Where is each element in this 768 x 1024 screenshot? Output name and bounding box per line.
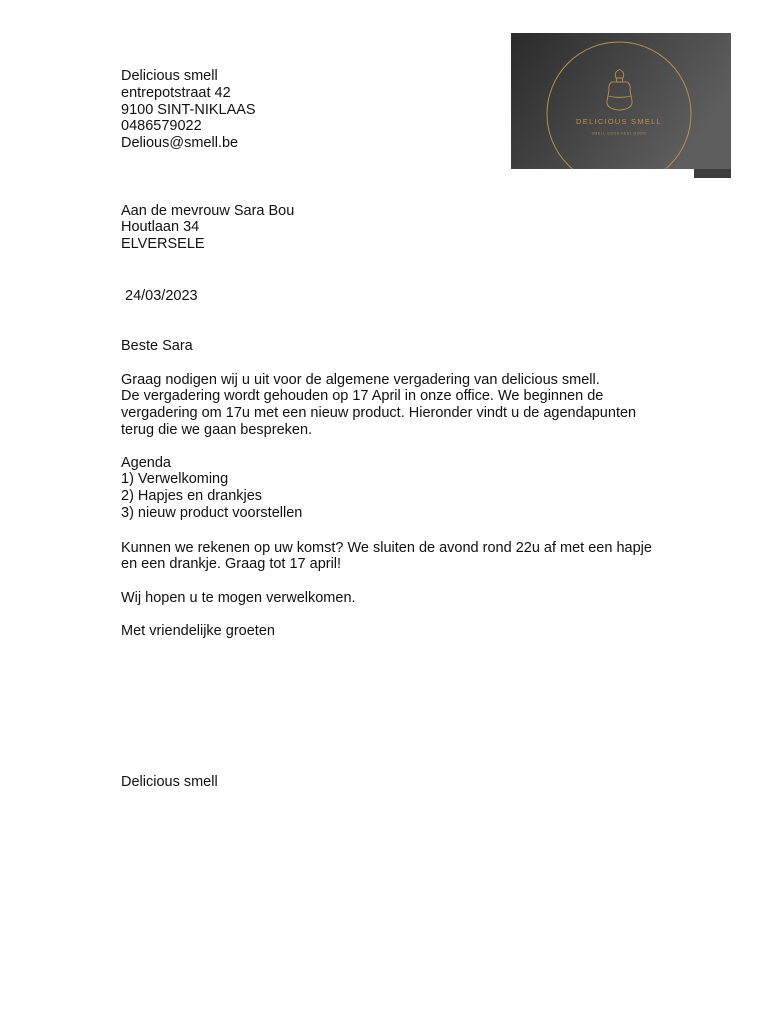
closing-hope: Wij hopen u te mogen verwelkomen. [121, 589, 356, 606]
body-line: terug die we gaan bespreken. [121, 421, 313, 438]
agenda [121, 455, 302, 522]
body-paragraph-invitation [121, 372, 636, 439]
logo-tagline: SMELL GOOD FEEL GOOD [591, 131, 647, 136]
logo-graphic [511, 33, 731, 169]
sender-name: Delicious smell [121, 68, 218, 84]
company-logo [511, 33, 731, 169]
logo-wordmark: DELICIOUS SMELL [576, 117, 662, 126]
body-paragraph-rsvp [121, 540, 652, 574]
agenda-title: Agenda [121, 454, 171, 471]
recipient-address [121, 203, 294, 253]
sender-email: Delious@smell.be [121, 135, 239, 151]
sender-street: entrepotstraat 42 [121, 84, 231, 101]
sender-address [121, 68, 256, 152]
agenda-item: 3) nieuw product voorstellen [121, 504, 303, 521]
recipient-city: ELVERSELE [121, 236, 205, 252]
sender-city: 9100 SINT-NIKLAAS [121, 101, 256, 118]
body-line: De vergadering wordt gehouden op 17 April in onze office. We beginnen de [121, 388, 604, 405]
recipient-street: Houtlaan 34 [121, 219, 200, 236]
closing-greeting: Met vriendelijke groeten [121, 622, 275, 639]
body-line: vergadering om 17u met een nieuw product. Hieronder vindt u de agendapunten [121, 405, 637, 421]
body-line: Kunnen we rekenen op uw komst? We sluiten de avond rond 22u af met een hapje [121, 539, 652, 556]
agenda-item: 1) Verwelkoming [121, 471, 229, 488]
logo-background [511, 33, 731, 169]
logo-edge [694, 169, 731, 178]
agenda-item: 2) Hapjes en drankjes [121, 488, 263, 504]
signature: Delicious smell [121, 773, 218, 790]
body-line: en een drankje. Graag tot 17 april! [121, 556, 342, 573]
sender-phone: 0486579022 [121, 118, 202, 135]
salutation: Beste Sara [121, 337, 193, 354]
letter-date: 24/03/2023 [125, 287, 198, 304]
recipient-name: Aan de mevrouw Sara Bou [121, 202, 295, 219]
body-line: Graag nodigen wij u uit voor de algemene vergadering van delicious smell. [121, 371, 600, 388]
